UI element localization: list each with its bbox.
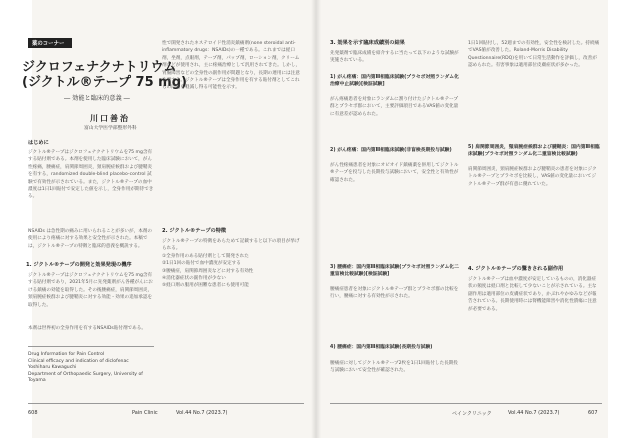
- section4-paragraph: ジクトル®テープは血中濃度が安定しているものの，消化器症状の頻度は経口剤と比較して少ないことが示されている。主な副作用は適用部位の皮膚症状であり，かぶれやかゆみなどが報告されている。長期使用時には腎機能障害や消化性潰瘍に注意が必要である。: [468, 277, 597, 312]
- trial5-heading: 5) 肩関節周囲炎，頸肩腕症候群および腱鞘炎：国内第Ⅲ相臨床試験(プラセボ対照ランダム化二重盲検比較試験): [468, 145, 600, 157]
- right-column2-paragraph: 1日1回貼付し，52週までの有効性，安全性を検討した。持続痛でVAS値が改善した。Roland-Morris Disability Questionnaire(RDQ)を用いて日常生活動作を評価し，改善が認められた。有害事象は適用部位皮膚症状が多かった。: [468, 41, 600, 69]
- right-volume: Vol.44 No.7 (2023.7): [508, 410, 560, 416]
- section1-paragraph-2: 本剤は世界初の全身作用を有するNSAIDs貼付剤である。: [28, 326, 146, 331]
- english-subtitle: Clinical efficacy and indication of diclofenac: [28, 358, 129, 364]
- trial1-heading: 1) がん疼痛：国内第Ⅲ相臨床試験(プラセボ対照ランダム化治療中止試験)[検証試験]: [330, 75, 459, 87]
- trial2-paragraph: がん性疼痛患者を対象にオピオイド鎮痛薬を併用してジクトル®テープを投与した長期投与試験において，安全性と有効性が確認された。: [330, 163, 459, 183]
- author-affiliation: 富山大学医学部整形外科: [84, 126, 137, 131]
- right-journal-name: ペインクリニック: [452, 411, 492, 417]
- section3-heading: 3. 効果を示す臨床成績別の結果: [330, 40, 405, 46]
- section1-heading: 1. ジクトル®テープの開発と効果発現の機序: [26, 262, 132, 268]
- trial1-paragraph: がん疼痛患者を対象にランダムに割り付けたジクトル®テープ群とプラセボ群において，主要評価項目であるVAS値の変化量に有意差が認められた。: [330, 97, 459, 117]
- intro-paragraph: ジクトル®テープはジクロフェナクナトリウムを75 mg含有する貼付剤である。本剤を使用した臨床試験において，がん性疼痛，腰痛症，肩関節周囲炎，頸肩腕症候群および腱鞘炎を有する，randomized double-blind placebo-control 試験で有効性が示されている。また，ジクトル®テープの血中濃度は1日1回貼付で安定した値を示し，全身作用が期待できる。: [28, 150, 154, 200]
- trial4-paragraph: 腰痛症に対してジクトル®テープ2枚を1日1回貼付した長期投与試験において安全性が確認された。: [330, 361, 458, 374]
- left-column2-paragraph: 性で開発されたネステロイド性消炎鎮痛剤(none steroidal anti-inflammatory drugs：NSAIDs)の一種である。これまでは経口剤，坐剤，点眼剤，テープ剤，パップ剤，ローション剤，クリーム剤などが使用され，主に疼痛治療として汎用されてきた。しかし，胃腸障害などの全身性の副作用が問題となり，長期の連用には注意を要する。ジクトル®テープは全身作用を有する貼付剤としてこれらの問題を軽減し得る可能性を示す。: [162, 41, 301, 91]
- left-page-number: 608: [28, 410, 38, 416]
- right-footer-rule: [330, 403, 602, 404]
- author-name: 川口善治: [90, 114, 130, 123]
- section4-heading: 4. ジクトル®テープの驚きされる副作用: [468, 266, 564, 272]
- right-page-number: 607: [588, 410, 598, 416]
- intro-paragraph-2: NSAIDs は急性期の痛みに用いられることが多いが，本剤の使用により疼痛に対する効果と安全性が示された。本稿では，ジクトル®テープの特徴と臨床的意義を概説する。: [28, 229, 152, 249]
- trial4-heading: 4) 腰痛症：国内第Ⅲ相臨床試験(長期投与試験): [330, 345, 433, 350]
- footnote-rule: [28, 346, 154, 347]
- article-subtitle: ― 効能と臨床的意義 ―: [64, 95, 130, 102]
- page-gutter: [311, 0, 321, 438]
- section2-heading: 2. ジクトル®テープの特徴: [162, 228, 227, 234]
- english-title: Drug Information for Pain Control: [28, 352, 105, 357]
- left-journal-name: Pain Clinic: [132, 410, 158, 416]
- trial3-paragraph: 腰痛症患者を対象にジクトル®テープ群とプラセボ群の比較を行い，腰痛に対する有効性が示された。: [330, 287, 459, 300]
- intro-heading: はじめに: [28, 140, 49, 146]
- section2-list: ジクトル®テープの特徴をあらためて記載すると以下の項目が挙げられる。 ①全身作用のある貼付剤として開発された ②1日1回の貼付で血中濃度が安定する ③腰痛症，肩関節周囲炎などに対する有効性 ④消化器症状の副作用が少ない ⑤経口剤の服用が困難な患者にも使用可能: [162, 239, 300, 289]
- trial3-heading: 3) 腰痛症：国内第Ⅲ相臨床試験(プラセボ対照ランダム化二重盲検比較試験)[検証試験]: [330, 265, 459, 277]
- english-affiliation: Department of Orthopaedic Surgery, University of Toyama: [28, 371, 143, 384]
- english-author: Yoshiharu Kawaguchi: [28, 365, 77, 371]
- article-title-line2: (ジクトル®テープ 75 mg): [22, 75, 187, 90]
- section-corner-label: 薬のコーナー: [28, 38, 72, 48]
- left-volume: Vol.44 No.7 (2023.7): [176, 410, 228, 416]
- article-title-line1: ジクロフェナクナトリウム: [22, 60, 177, 75]
- trial5-paragraph: 肩関節周囲炎，頸肩腕症候群および腱鞘炎の患者を対象にジクトル®テープとプラセボを比較し，VAS値の変化量においてジクトル®テープ群が有意に優れていた。: [468, 167, 597, 187]
- left-footer-rule: [28, 403, 304, 404]
- section1-paragraph: ジクトル®テープはジクロフェナクナトリウムを75 mg含有する貼付剤であり，2021年5月に先発薬剤がん各種がんにおける鎮痛の効能を取得した。その後腰痛症，肩関節周囲炎，頸肩腕症候群および腱鞘炎に対する効能・効果の追加承認を取得した。: [28, 273, 153, 308]
- section3-intro: 先発薬剤で臨床成績を紹介するに当たって以下のような試験が実施されている。: [330, 51, 459, 64]
- english-abstract: [28, 352, 154, 385]
- trial2-heading: 2) がん疼痛：国内第Ⅲ相臨床試験(非盲検長期投与試験): [330, 148, 452, 153]
